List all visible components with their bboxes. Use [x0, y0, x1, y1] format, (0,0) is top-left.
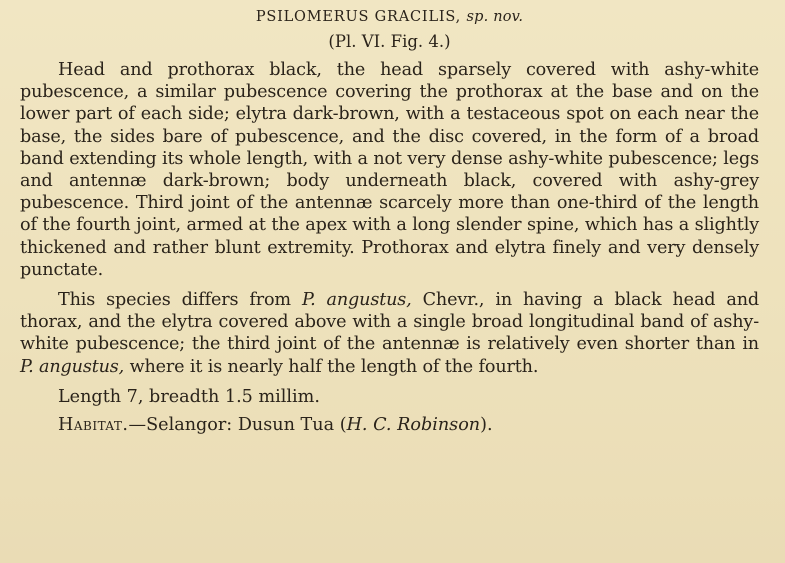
habitat-close: ). [480, 414, 493, 435]
habitat-line [58, 414, 759, 436]
comparison-species-2: P. angustus, [20, 356, 125, 377]
plate-reference: (Pl. VI. Fig. 4.) [328, 32, 451, 51]
species-name: PSILOMERUS GRACILIS, [255, 9, 462, 25]
species-heading [20, 6, 759, 28]
comparison-text-3: where it is nearly half the length of the fourth. [124, 356, 539, 377]
habitat-label: Habitat. [58, 414, 129, 435]
description-paragraph: Head and prothorax black, the head sparsely covered with ashy-white pubescence, a similar pubescence covering the prothorax at the base and on the lower part of each side; elytra dark-brown, with a testaceous spot on each near the base, the sides bare of pubescence, and the disc covered, in the form of a broad band extending its whole length, with a not very dense ashy-white pubescence; legs and antennæ dark-brown; body underneath black, covered with ashy-grey pubescence. Third joint of the antennæ scarcely more than one-third of the length of the fourth joint, armed at the apex with a long slender spine, which has a slightly thickened and rather blunt extremity. Prothorax and elytra finely and very densely punctate. [20, 60, 759, 280]
comparison-paragraph [20, 289, 759, 378]
habitat-text: —Selangor: Dusun Tua ( [128, 414, 347, 435]
habitat-collector: H. C. Robinson [346, 414, 481, 435]
species-status: sp. nov. [466, 9, 524, 25]
measurements-line: Length 7, breadth 1.5 millim. [58, 386, 320, 407]
comparison-species-1: P. angustus, [301, 290, 412, 311]
comparison-text-2: Chevr., in having a black head and thorax, and the elytra covered above with a single broad longitudinal band of ashy-white pubescence; the third joint of the antennæ is relatively even shorter than in [20, 290, 760, 355]
comparison-text-1: This species differs from [58, 290, 302, 311]
